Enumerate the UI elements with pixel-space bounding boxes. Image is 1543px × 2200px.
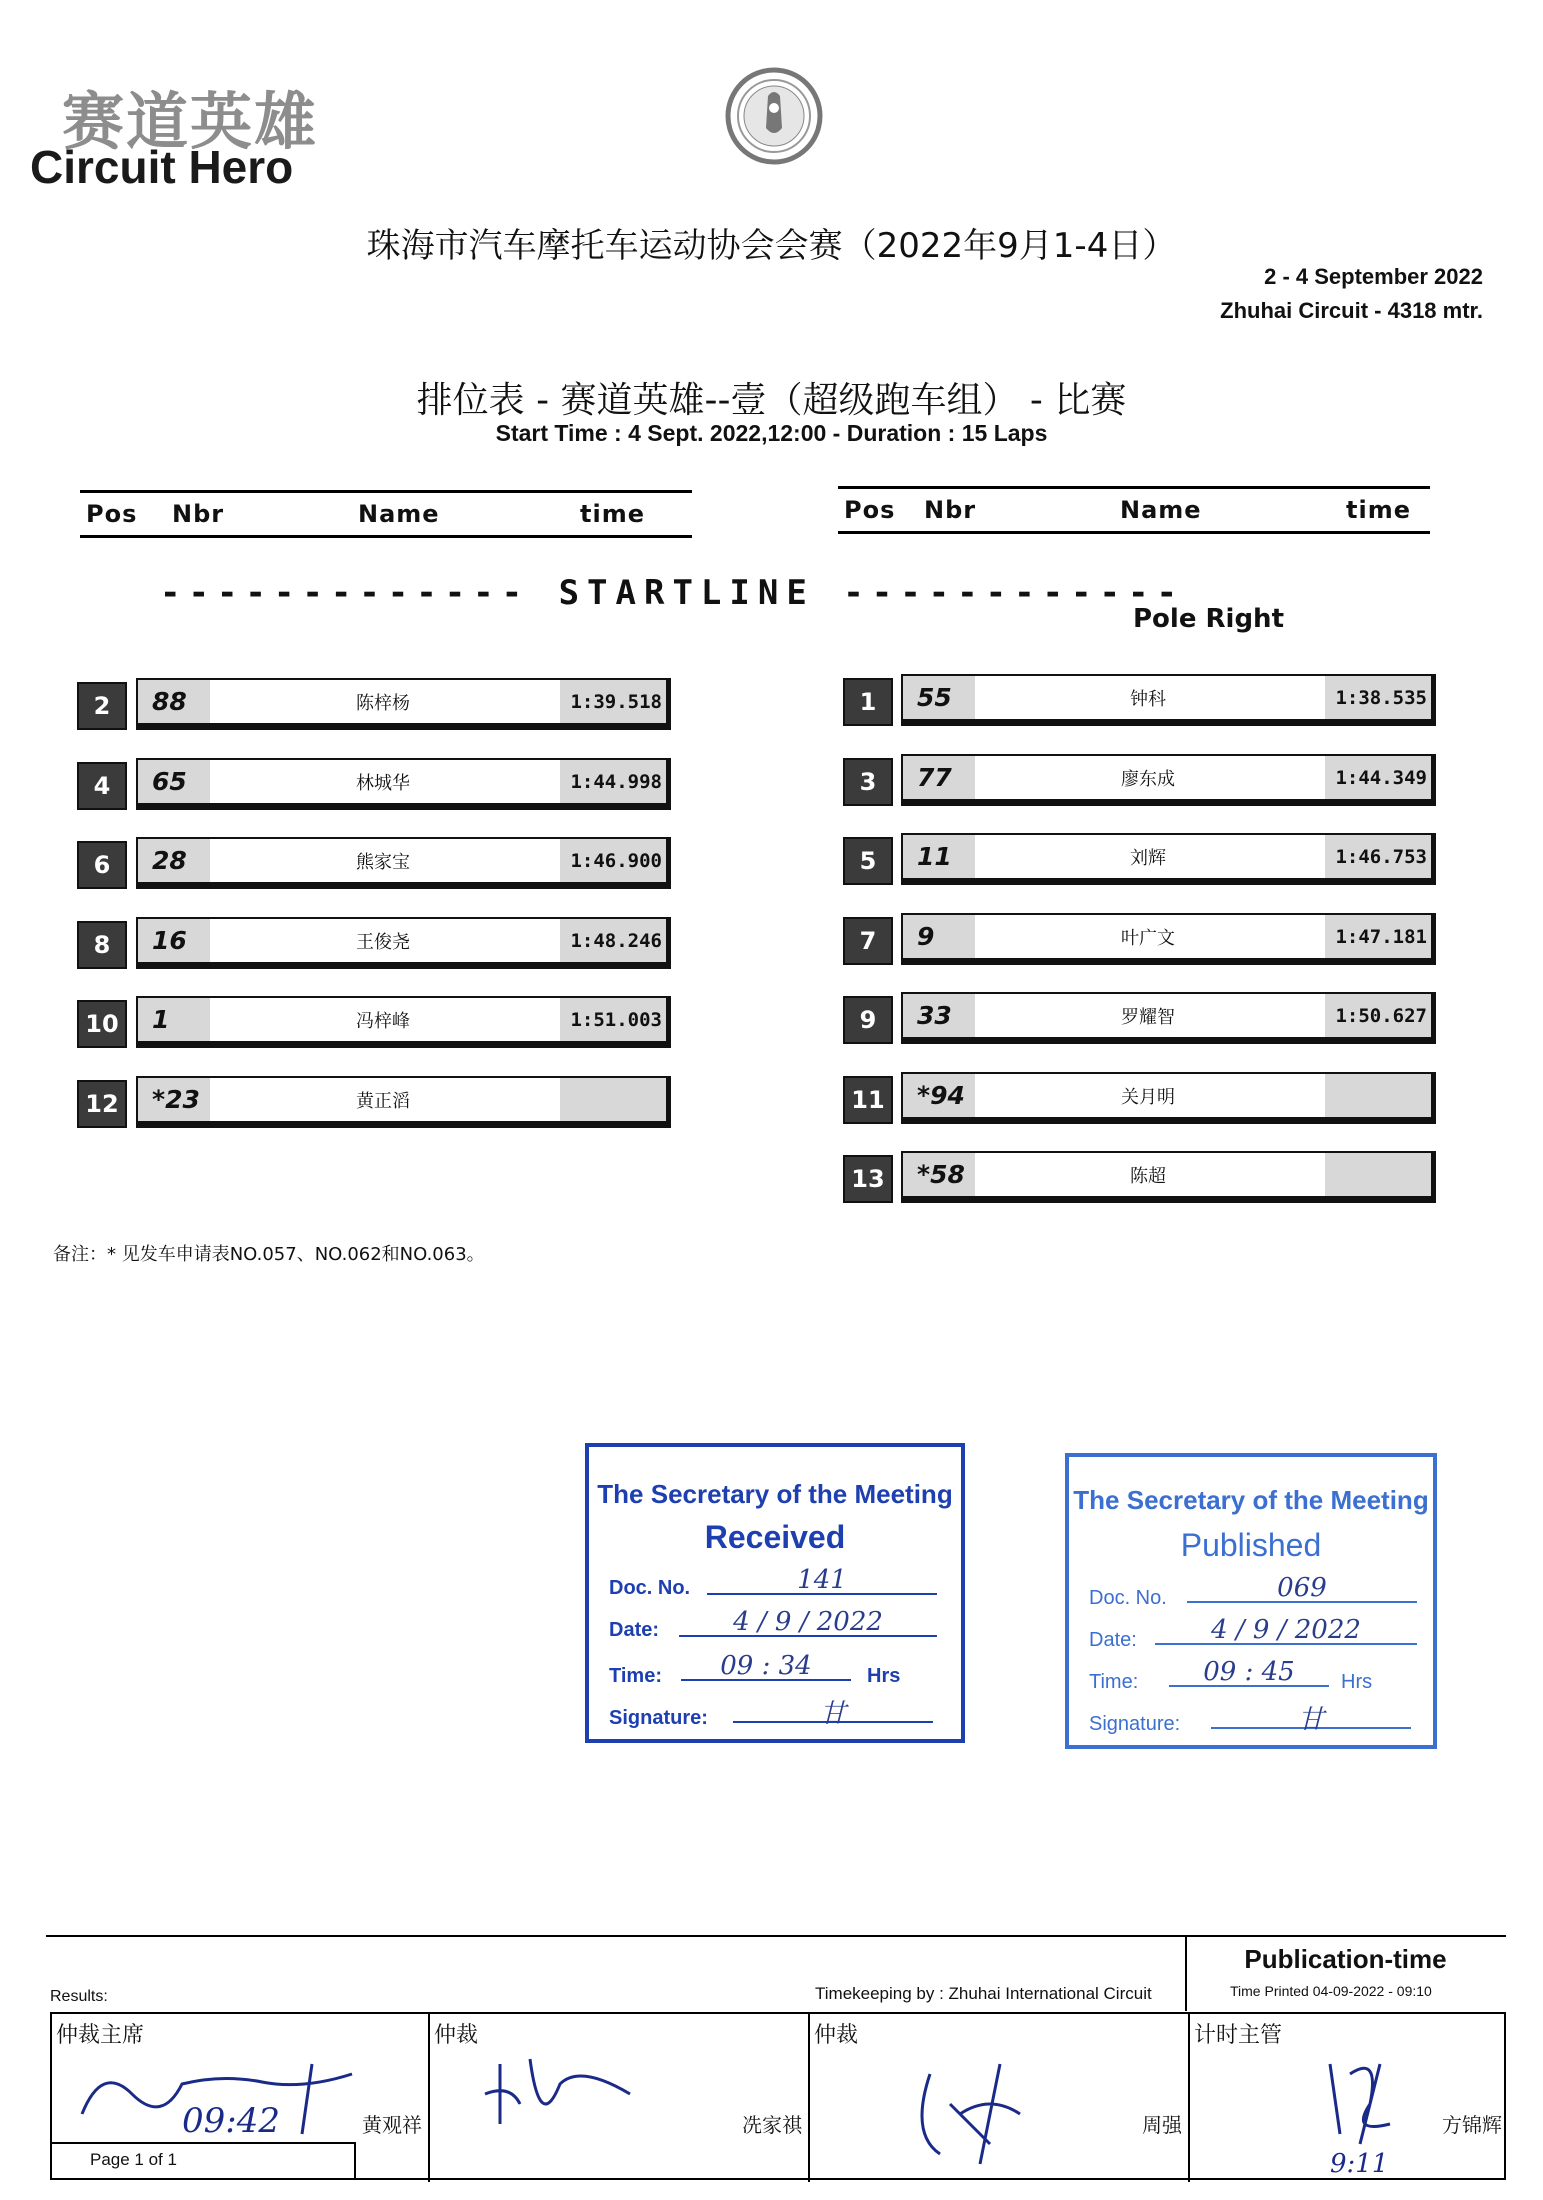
signer-role: 计时主管 (1194, 2023, 1283, 2048)
signer-role: 仲裁主席 (56, 2023, 145, 2048)
grid-row (901, 674, 1436, 726)
handwritten-time: 09:42 (182, 2101, 280, 2141)
lap-time (1325, 1074, 1431, 1117)
results-label: Results: (50, 1988, 108, 2005)
grid-position: 6 (77, 841, 127, 889)
document-subtitle: 排位表 - 赛道英雄--壹（超级跑车组） - 比赛 (416, 380, 1127, 421)
grid-position: 10 (77, 1000, 127, 1048)
signature-cell-timekeeping-chief (1190, 2014, 1508, 2182)
stamp-title: The Secretary of the Meeting (597, 1479, 953, 1509)
grid-position: 1 (843, 678, 893, 726)
received-stamp (585, 1443, 965, 1743)
grid-row (901, 1072, 1436, 1124)
page-indicator: Page 1 of 1 (52, 2142, 356, 2178)
association-emblem-icon (724, 66, 824, 166)
car-number: *94 (903, 1074, 975, 1117)
lap-time: 1:38.535 (1325, 676, 1431, 719)
doc-label: Doc. No. (1089, 1587, 1167, 1609)
grid-position: 11 (843, 1076, 893, 1124)
right-column-header (838, 486, 1430, 534)
grid-position: 2 (77, 682, 127, 730)
grid-position: 9 (843, 996, 893, 1044)
grid-row (136, 678, 671, 730)
stamp-time: 09 : 45 (1169, 1657, 1329, 1687)
signature-label: Signature: (1089, 1713, 1181, 1735)
car-number: *58 (903, 1153, 975, 1196)
car-number: 77 (903, 756, 975, 799)
stamp-signature: 甘 (733, 1693, 933, 1723)
header-time: time (580, 500, 645, 528)
grid-row (136, 837, 671, 889)
handwritten-time: 9:11 (1330, 2149, 1389, 2178)
stamp-date: 4 / 9 / 2022 (1155, 1615, 1417, 1645)
signer-role: 仲裁 (814, 2023, 859, 2048)
stamp-date: 4 / 9 / 2022 (679, 1607, 937, 1637)
driver-name: 陈超 (1130, 1165, 1166, 1187)
lap-time (1325, 1153, 1431, 1196)
car-number: 28 (138, 839, 210, 882)
stamp-status: Published (1180, 1527, 1322, 1563)
grid-position: 7 (843, 917, 893, 965)
driver-name: 熊家宝 (356, 851, 410, 873)
grid-row (136, 996, 671, 1048)
grid-position: 3 (843, 758, 893, 806)
car-number: 11 (903, 835, 975, 878)
signer-name: 冼家祺 (742, 2113, 802, 2137)
lap-time: 1:46.900 (560, 839, 666, 882)
date-label: Date: (1089, 1629, 1137, 1651)
car-number: 55 (903, 676, 975, 719)
driver-name: 关月明 (1121, 1086, 1175, 1108)
doc-label: Doc. No. (609, 1577, 691, 1599)
grid-row (136, 1076, 671, 1128)
signer-name: 黄观祥 (362, 2113, 422, 2137)
event-title: 珠海市汽车摩托车运动协会会赛（2022年9月1-4日） (366, 226, 1177, 266)
handwritten-signature-icon (480, 2044, 660, 2144)
stamp-signature: 甘 (1211, 1699, 1411, 1729)
handwritten-signature-icon (1310, 2044, 1450, 2178)
stamp-title: The Secretary of the Meeting (1073, 1485, 1429, 1515)
start-time-info: Start Time : 4 Sept. 2022,12:00 - Duration : 15 Laps (495, 420, 1048, 446)
pole-position-label: Pole Right (1133, 604, 1284, 634)
publication-title: Publication-time (1244, 1944, 1447, 1974)
grid-row (901, 1151, 1436, 1203)
car-number: 16 (138, 919, 210, 962)
driver-name: 王俊尧 (356, 931, 410, 953)
car-number: *23 (138, 1078, 210, 1121)
lap-time: 1:44.998 (560, 760, 666, 803)
car-number: 1 (138, 998, 210, 1041)
grid-row (901, 754, 1436, 806)
published-stamp (1065, 1453, 1437, 1749)
driver-name: 叶广文 (1121, 927, 1175, 949)
signature-label: Signature: (609, 1707, 708, 1729)
car-number: 33 (903, 994, 975, 1037)
grid-row (901, 913, 1436, 965)
header-nbr: Nbr (172, 500, 225, 528)
signer-name: 周强 (1142, 2113, 1182, 2137)
handwritten-signature-icon (900, 2044, 1040, 2174)
header-time: time (1346, 496, 1411, 524)
driver-name: 黄正滔 (356, 1090, 410, 1112)
driver-name: 廖东成 (1121, 768, 1175, 790)
lap-time: 1:39.518 (560, 680, 666, 723)
signer-role: 仲裁 (434, 2023, 479, 2048)
time-label: Time: (1089, 1671, 1139, 1693)
header-nbr: Nbr (924, 496, 977, 524)
grid-position: 5 (843, 837, 893, 885)
startline-label: ------------- STARTLINE ------------ (160, 573, 1185, 613)
doc-number: 141 (707, 1565, 937, 1595)
hrs-label: Hrs (1341, 1671, 1373, 1693)
time-printed: Time Printed 04-09-2022 - 09:10 (1230, 1983, 1432, 1999)
driver-name: 冯梓峰 (356, 1010, 410, 1032)
grid-row (901, 833, 1436, 885)
timekeeping-info: Timekeeping by : Zhuhai International Circuit (815, 1984, 1152, 2003)
driver-name: 罗耀智 (1121, 1006, 1175, 1028)
driver-name: 钟科 (1130, 688, 1166, 710)
left-column-header (80, 490, 692, 538)
driver-name: 刘辉 (1130, 847, 1166, 869)
lap-time: 1:44.349 (1325, 756, 1431, 799)
lap-time: 1:50.627 (1325, 994, 1431, 1037)
header-name: Name (1120, 496, 1202, 524)
logo-chinese-text: 赛道英雄 (62, 85, 319, 158)
footnote: 备注：* 见发车申请表NO.057、NO.062和NO.063。 (53, 1244, 485, 1265)
signature-table (50, 2012, 1506, 2180)
lap-time: 1:51.003 (560, 998, 666, 1041)
grid-row (136, 917, 671, 969)
date-label: Date: (609, 1619, 660, 1641)
header-pos: Pos (86, 500, 138, 528)
circuit-info: Zhuhai Circuit - 4318 mtr. (1220, 298, 1483, 323)
car-number: 88 (138, 680, 210, 723)
handwritten-signature-icon (62, 2054, 382, 2144)
grid-position: 4 (77, 762, 127, 810)
lap-time: 1:47.181 (1325, 915, 1431, 958)
signer-name: 方锦辉 (1442, 2113, 1502, 2137)
grid-position: 13 (843, 1155, 893, 1203)
time-label: Time: (609, 1665, 662, 1687)
grid-row (136, 758, 671, 810)
grid-row (901, 992, 1436, 1044)
lap-time (560, 1078, 666, 1121)
signature-cell-steward-1 (430, 2014, 810, 2182)
car-number: 65 (138, 760, 210, 803)
header-pos: Pos (844, 496, 896, 524)
car-number: 9 (903, 915, 975, 958)
header-name: Name (358, 500, 440, 528)
signature-cell-steward-2 (810, 2014, 1190, 2182)
stamp-status: Received (704, 1519, 846, 1555)
grid-position: 12 (77, 1080, 127, 1128)
lap-time: 1:46.753 (1325, 835, 1431, 878)
lap-time: 1:48.246 (560, 919, 666, 962)
driver-name: 陈梓杨 (356, 692, 410, 714)
grid-position: 8 (77, 921, 127, 969)
hrs-label: Hrs (867, 1665, 901, 1687)
logo-english-text: Circuit Hero (30, 141, 294, 193)
stamp-time: 09 : 34 (681, 1651, 851, 1681)
driver-name: 林城华 (356, 772, 410, 794)
event-date-range: 2 - 4 September 2022 (1264, 264, 1483, 289)
doc-number: 069 (1187, 1573, 1417, 1603)
